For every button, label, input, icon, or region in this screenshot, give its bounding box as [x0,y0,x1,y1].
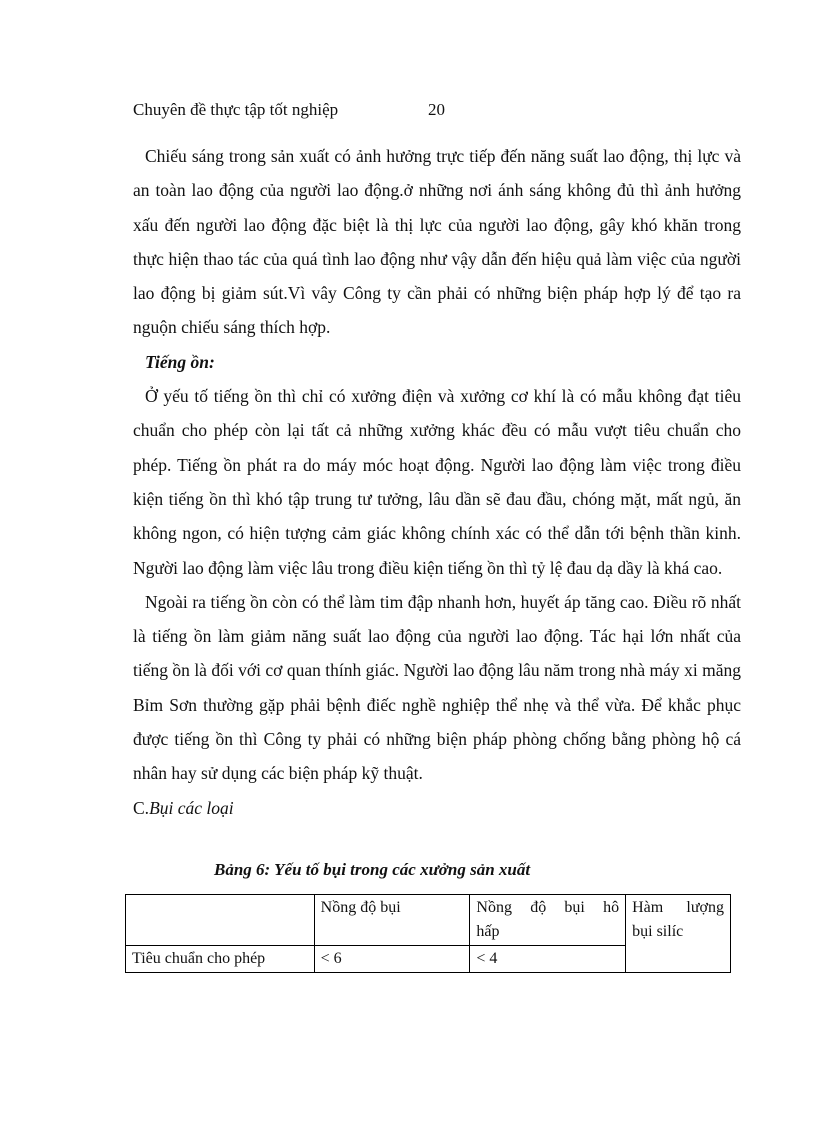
dust-table [125,894,731,973]
body-text [133,139,741,825]
paragraph-lighting: Chiếu sáng trong sản xuất có ảnh hưởng trực tiếp đến năng suất lao động, thị lực và an toàn lao động của người lao động.ở những nơi ánh sáng không đủ thì ảnh hưởng xấu đến người lao động đặc biệt là thị lực của người lao động, gây khó khăn trong thực hiện thao tác của quá tình lao động như vậy dẫn đến hiệu quả làm việc của người lao động bị giảm sút.Vì vây Công ty cần phải có những biện pháp hợp lý để tạo ra nguộn chiếu sáng thích hợp. [133,146,741,338]
header-silica-line1: Hàm lượng [632,899,724,916]
table-header-row [126,895,731,946]
section-label-dust [133,791,741,825]
heading-noise: Tiếng ồn: [145,351,215,372]
header-cell-silica-content [626,895,731,973]
table-caption: Bảng 6: Yếu tố bụi trong các xưởng sản xuất [214,860,531,879]
document-header-title: Chuyên đề thực tập tốt nghiệp [133,100,339,119]
header-cell-respirable-dust [470,895,626,946]
header-respirable-line2: hấp [476,923,500,940]
paragraph-noise-2: Ngoài ra tiếng ồn còn có thể làm tim đập nhanh hơn, huyết áp tăng cao. Điều rõ nhất là tiếng ồn làm giảm năng suất lao động của người lao động. Tác hại lớn nhất của tiếng ồn là đối với cơ quan thính giác. Người lao động lâu năm trong nhà máy xi măng Bỉm Sơn thường gặp phải bệnh điếc nghề nghiệp thể nhẹ và thể vừa. Để khắc phục được tiếng ồn thì Công ty phải có những biện pháp phòng chống bằng phòng hộ cá nhân hay sử dụng các biện pháp kỹ thuật. [133,591,741,784]
header-silica-line2: bụi silíc [632,923,684,940]
row-value-respirable: < 4 [470,946,626,973]
paragraph-noise-1: Ở yếu tố tiếng ồn thì chỉ có xưởng điện và xưởng cơ khí là có mẫu không đạt tiêu chuẩn cho phép còn lại tất cả những xưởng khác đều có mẫu vượt tiêu chuẩn cho phép. Tiếng ồn phát ra do máy móc hoạt động. Người lao động làm việc trong điều kiện tiếng ồn thì khó tập trung tư tưởng, lâu dần sẽ đau đầu, chóng mặt, mất ngủ, ăn không ngon, có hiện tượng cảm giác không chính xác có thể dẫn tới bệnh thần kinh. Người lao động làm việc lâu trong điều kiện tiếng ồn thì tỷ lệ đau dạ dầy là khá cao. [133,386,741,578]
header-respirable-line1: Nồng độ bụi hô [476,899,620,916]
header-cell-empty [126,895,315,946]
row-value-dust: < 6 [314,946,470,973]
section-prefix: C. [133,797,150,818]
row-label-standard: Tiêu chuẩn cho phép [126,946,315,973]
header-cell-dust-concentration: Nồng độ bụi [314,895,470,946]
section-title: Bụi các loại [149,797,234,818]
page-number: 20 [428,100,445,119]
